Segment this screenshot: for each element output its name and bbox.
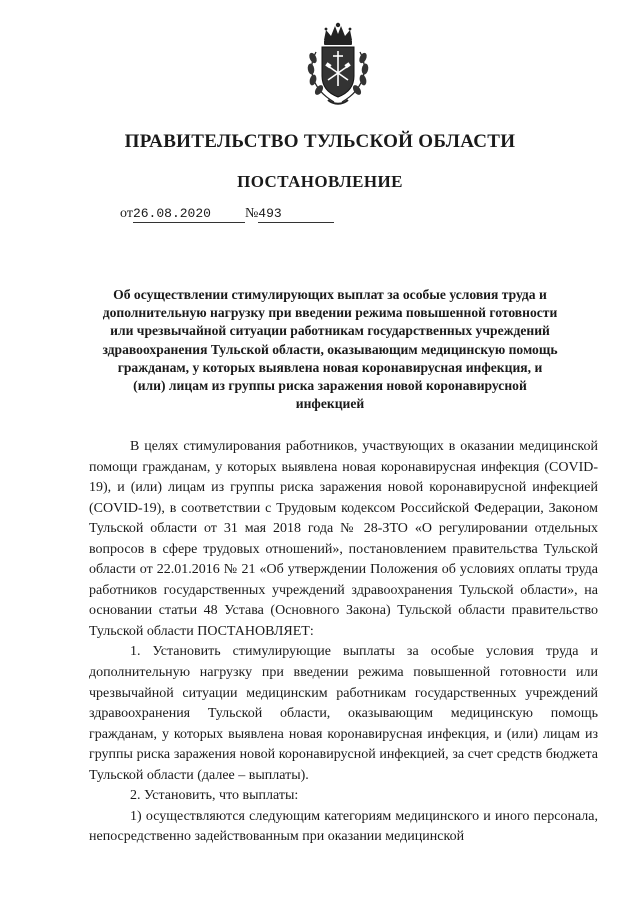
document-type: ПОСТАНОВЛЕНИЕ [237, 172, 403, 191]
document-body [89, 437, 598, 848]
government-title: ПРАВИТЕЛЬСТВО ТУЛЬСКОЙ ОБЛАСТИ [124, 131, 516, 152]
document-number: 493 [258, 206, 282, 221]
number-prefix: № [244, 206, 259, 221]
tula-coat-of-arms-icon [302, 22, 374, 108]
body-item-1: 1. Установить стимулирующие выплаты за особые условия труда и дополнительную нагрузку при введении режима повышенной готовности или чрезвычайной ситуации медицинским работникам государственных учреждений здравоохранения Тульской области, оказывающим медицинскую помощь гражданам, у которых выявлена новая коронавирусная инфекция, и (или) лицам из группы риска заражения новой коронавирусной инфекцией, за счет средств бюджета Тульской области (далее – выплаты). [89, 644, 598, 783]
body-item-2: 2. Установить, что выплаты: [130, 788, 299, 804]
date-prefix: от [120, 206, 133, 221]
document-date: 26.08.2020 [132, 206, 211, 221]
document-meta [120, 206, 334, 223]
body-item-2-1: 1) осуществляются следующим категориям медицинского и иного персонала, непосредственно задействованным при оказании медицинской [89, 808, 598, 845]
body-preamble: В целях стимулирования работников, участвующих в оказании медицинской помощи гражданам, у которых выявлена новая коронавирусная инфекция (COVID-19), и (или) лицам из группы риска заражения новой коронавирусной инфекцией (COVID-19), в соответствии с Трудовым кодексом Российской Федерации, Законом Тульской области от 31 мая 2018 года № 28-ЗТО «О регулировании отдельных вопросов в сфере трудовых отношений», постановлением правительства Тульской области от 22.01.2016 № 21 «Об утверждении Положения об условиях оплаты труда работников государственных учреждений здравоохранения Тульской области», на основании статьи 48 Устава (Основного Закона) Тульской области правительство Тульской области ПОСТАНОВЛЯЕТ: [89, 439, 598, 639]
document-subject: Об осуществлении стимулирующих выплат за особые условия труда и дополнительную нагрузку при введении режима повышенной готовности или чрезвычайной ситуации работникам государственных учреждений здравоохранения Тульской области, оказывающим медицинскую помощь гражданам, у которых выявлена новая коронавирусная инфекция, и (или) лицам из группы риска заражения новой коронавирусной инфекцией [102, 287, 558, 412]
